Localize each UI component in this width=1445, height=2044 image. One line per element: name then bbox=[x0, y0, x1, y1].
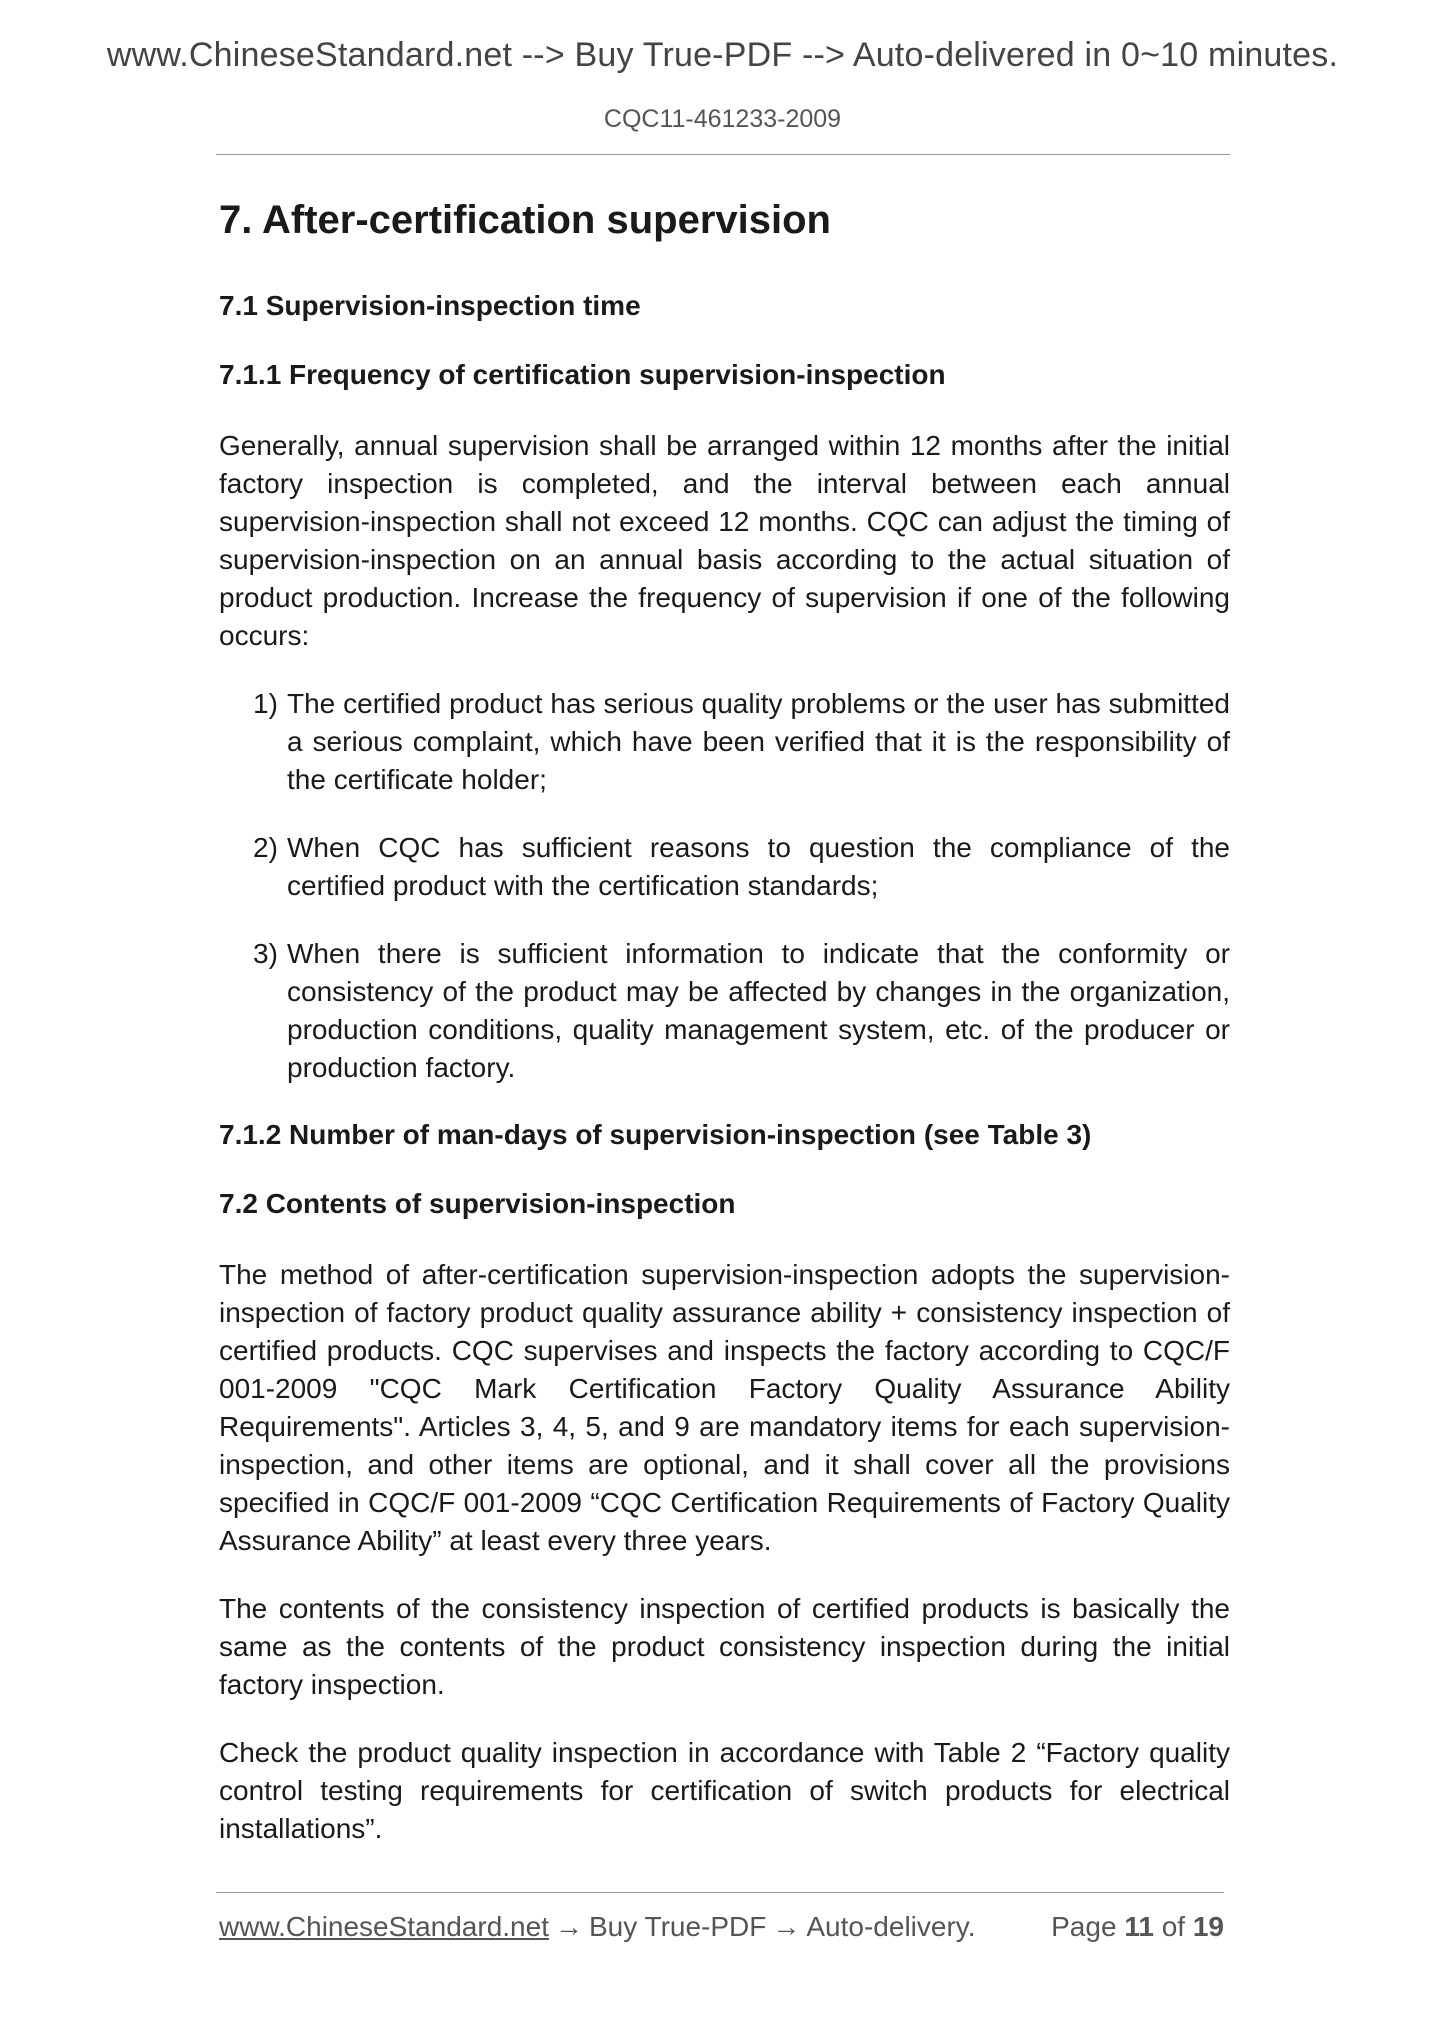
list-item-number: 1) bbox=[253, 687, 278, 719]
buy-text: Buy True-PDF bbox=[588, 1911, 767, 1942]
list-item-text: When CQC has sufficient reasons to question the compliance of the certified product with the certification standards; bbox=[287, 831, 1230, 901]
frequency-paragraph: Generally, annual supervision shall be arranged within 12 months after the initial factory inspection is completed, and the interval between each annual supervision-inspection shall not exceed 12 months. CQC can adjust the timing of supervision-inspection on an annual basis according to the actual situation of product production. Increase the frequency of supervision if one of the following occurs: bbox=[219, 429, 1230, 651]
subsection-7-1-heading: 7.1 Supervision-inspection time bbox=[219, 290, 641, 321]
page-label: Page bbox=[1051, 1911, 1117, 1942]
of-label: of bbox=[1161, 1911, 1186, 1942]
footer-links bbox=[219, 1911, 975, 1943]
total-pages: 19 bbox=[1192, 1911, 1224, 1942]
conditions-list bbox=[219, 685, 1230, 1087]
list-item bbox=[219, 685, 1230, 799]
header-divider bbox=[216, 154, 1230, 155]
arrow-right-icon: → bbox=[554, 1911, 583, 1942]
list-item-text: When there is sufficient information to indicate that the conformity or consistency of the product may be affected by changes in the organization, production conditions, quality management system, etc. of the producer or production factory. bbox=[287, 937, 1230, 1083]
delivery-text: Auto-delivery. bbox=[806, 1911, 976, 1942]
subsection-7-2-heading: 7.2 Contents of supervision-inspection bbox=[219, 1188, 736, 1220]
page-number bbox=[1051, 1911, 1224, 1943]
footer-divider bbox=[216, 1892, 1224, 1893]
document-code: CQC11-461233-2009 bbox=[603, 105, 842, 133]
consistency-paragraph: The contents of the consistency inspection of certified products is basically the same as the contents of the product consistency inspection during the initial factory inspection. bbox=[219, 1592, 1230, 1700]
quality-check-paragraph: Check the product quality inspection in accordance with Table 2 “Factory quality control testing requirements for certification of switch products for electrical installations”. bbox=[219, 1736, 1230, 1844]
page-content bbox=[219, 196, 1230, 1878]
list-item-number: 3) bbox=[253, 937, 278, 969]
subsection-7-1-2-heading: 7.1.2 Number of man-days of supervision-inspection (see Table 3) bbox=[219, 1118, 1092, 1150]
current-page: 11 bbox=[1124, 1911, 1154, 1942]
section-title: 7. After-certification supervision bbox=[219, 198, 831, 242]
top-banner: www.ChineseStandard.net --> Buy True-PDF --> Auto-delivered in 0~10 minutes. bbox=[106, 36, 1339, 74]
list-item bbox=[219, 935, 1230, 1087]
arrow-right-icon: → bbox=[772, 1911, 801, 1942]
list-item-text: The certified product has serious quality problems or the user has submitted a serious complaint, which have been verified that it is the responsibility of the certificate holder; bbox=[287, 687, 1230, 795]
list-item-number: 2) bbox=[253, 831, 278, 863]
list-item bbox=[219, 829, 1230, 905]
site-link[interactable]: www.ChineseStandard.net bbox=[219, 1911, 549, 1942]
subsection-7-1-1-heading: 7.1.1 Frequency of certification supervision-inspection bbox=[219, 359, 946, 391]
method-paragraph: The method of after-certification supervision-inspection adopts the supervision-inspection of factory product quality assurance ability + consistency inspection of certified products. CQC supervises and inspects the factory according to CQC/F 001-2009 "CQC Mark Certification Factory Quality Assurance Ability Requirements". Articles 3, 4, 5, and 9 are mandatory items for each supervision-inspection, and other items are optional, and it shall cover all the provisions specified in CQC/F 001-2009 “CQC Certification Requirements of Factory Quality Assurance Ability” at least every three years. bbox=[219, 1258, 1230, 1556]
